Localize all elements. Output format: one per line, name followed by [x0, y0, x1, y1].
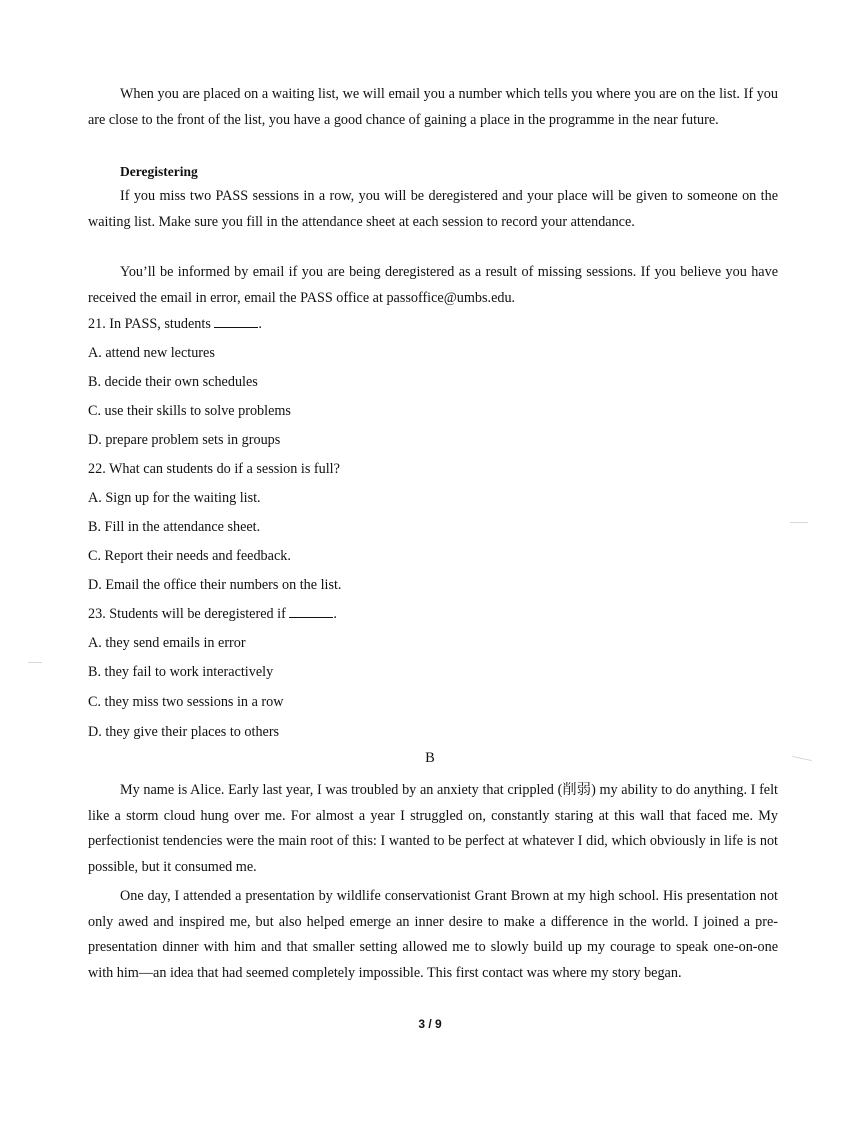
- question-23-option-c: C. they miss two sessions in a row: [88, 694, 284, 710]
- question-21-option-b: B. decide their own schedules: [88, 374, 258, 390]
- question-22-option-a: A. Sign up for the waiting list.: [88, 490, 261, 506]
- question-23-option-a: A. they send emails in error: [88, 635, 246, 651]
- question-21-option-d: D. prepare problem sets in groups: [88, 432, 281, 448]
- question-22-stem: 22. What can students do if a session is full?: [88, 461, 340, 477]
- passage-b-paragraph-2: One day, I attended a presentation by wildlife conservationist Grant Brown at my high school. His presentation not only awed and inspired me, but also helped emerge an inner desire to make a difference in the world. I joined a pre-presentation dinner with him and that smaller setting allowed me to slowly build up my courage to speak one-on-one with him—an idea that had seemed completely impossible. This first contact was where my story began.: [88, 888, 778, 981]
- question-23-stem: 23. Students will be deregistered if .: [88, 606, 337, 622]
- question-22-option-d: D. Email the office their numbers on the list.: [88, 577, 342, 593]
- answer-blank: [289, 605, 333, 618]
- deregistering-paragraph: If you miss two PASS sessions in a row, you will be deregistered and your place will be given to someone on the waiting list. Make sure you fill in the attendance sheet at each session to record your attendance.: [88, 188, 778, 230]
- question-21-option-c: C. use their skills to solve problems: [88, 403, 291, 419]
- passage-b-paragraph-1: My name is Alice. Early last year, I was troubled by an anxiety that crippled (削弱) my ability to do anything. I felt like a storm cloud hung over me. For almost a year I struggled on, constantly staring at this wall that faced me. My perfectionist tendencies were the main root of this: I wanted to be perfect at whatever I did, which obviously in life is not possible, but it consumed me.: [88, 782, 778, 875]
- question-21-option-a: A. attend new lectures: [88, 345, 215, 361]
- question-21-stem: 21. In PASS, students .: [88, 316, 262, 332]
- question-23-option-b: B. they fail to work interactively: [88, 664, 274, 680]
- deregistering-heading: Deregistering: [120, 164, 198, 179]
- question-22-option-b: B. Fill in the attendance sheet.: [88, 519, 261, 535]
- section-b-label: B: [425, 750, 435, 766]
- scan-mark: [28, 662, 42, 663]
- waiting-list-paragraph: When you are placed on a waiting list, we will email you a number which tells you where you are on the list. If you are close to the front of the list, you have a good chance of gaining a place in the programme in the near future.: [88, 86, 778, 128]
- scan-mark: [790, 522, 808, 523]
- answer-blank: [214, 315, 258, 328]
- question-23-option-d: D. they give their places to others: [88, 724, 280, 740]
- question-22-option-c: C. Report their needs and feedback.: [88, 548, 291, 564]
- page-number: 3 / 9: [418, 1017, 442, 1031]
- email-notice-paragraph: You’ll be informed by email if you are being deregistered as a result of missing sessions. If you believe you have received the email in error, email the PASS office at passoffice@umbs.edu.: [88, 264, 778, 306]
